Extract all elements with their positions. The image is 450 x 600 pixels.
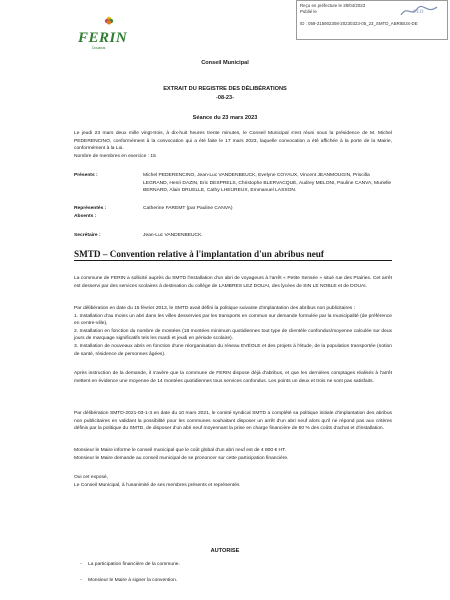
- secretary-label: Secrétaire :: [74, 233, 101, 238]
- paragraph-policy: Par délibération en date du 15 février 2013, le SMTD avait défini la politique suivante d'implantation des abribus non publicitaires : 1. Installation d'au moins un abri dans les villes desservies par les transports en commun sur demande formulée par la municipalité (de préférence en centre-ville), 2. Installation en fonction du nombre de montées (18 montées minimum quotidiennes tout type de clientèle confondus/moyenne calculée sur deux jours de marquage significatifs tels les mardi et jeudi en période scolaire). 3. Installation de nouveaux abris en fonction d'une réorganisation du réseau EVÉOLE et des projets à l'étude, de la population transportée (notion de santé, résidence de personnes âgées).: [74, 306, 392, 357]
- authorise-heading: AUTORISE: [210, 548, 240, 554]
- paragraph-request: La commune de FERIN a sollicité auprès du SMTD l'installation d'un abri de voyageurs à l'arrêt « Petite Sensée » situé rue des Prairies. Cet arrêt est desservi par des services scolaires à destination du collège de LAMBRES LEZ DOUAI, des lycées de SIN LE NOBLE et de DOUAI.: [74, 276, 392, 289]
- paragraph-cost: Monsieur le Maire informe le conseil municipal que le coût global d'un abri neuf est de 4 800 € HT. Monsieur le Maire demande au conseil municipal de se prononcer sur cette participation financière.: [74, 448, 289, 461]
- stamp-line: ID : 059-215902308-20230323-05_23_SMTD_ABRIBUS-DE: [300, 21, 418, 26]
- paragraph-deliberation: Par délibération SMTD-2021-03-1-3 en date du 10 mars 2021, le comité syndical SMTD a complété sa politique initiale d'implantation des abribus non publicitaires en validant la possibilité pour les communes souhaitant disposer un arrêt d'un abri neuf alors qu'il ne répond pas aux critères définis par la politique du SMTD, de disposer d'un abri neuf moyennant la prise en charge financière de 50 % des coûts d'achat et d'installation.: [74, 411, 392, 432]
- represented-list: Catherine FAREMT (par Pauline CANVA): [143, 206, 233, 211]
- council-title: Conseil Municipal: [201, 60, 249, 66]
- paragraph-instruction: Après instruction de la demande, il s'avère que la commune de FERIN dispose déjà d'abribus, et que les dernières comptages réalisés à l'arrêt mettent en évidence une moyenne de 14 montées quotidiennes tous services confondus. Les points un deux et trois ne sont pas satisfaits.: [74, 371, 392, 384]
- decision-item: - La participation financière de la commune.: [88, 562, 180, 567]
- stamp-line: Reçu en préfecture le 28/04/2023: [300, 3, 366, 8]
- decision-item: - Monsieur le Maire à signer la convention.: [88, 578, 177, 583]
- stamp-signature-label: S²LO: [413, 10, 424, 15]
- presents-label: Présents :: [74, 173, 98, 178]
- logo-subtitle: Douaisis: [92, 46, 106, 50]
- deliberation-number: -08-23-: [215, 95, 235, 101]
- prefecture-stamp: [296, 0, 448, 40]
- subject-title: SMTD – Convention relative à l'implantation d'un abribus neuf: [74, 249, 392, 261]
- intro-paragraph: Le jeudi 23 mars deux mille vingt-trois, à dix-huit heures trente minutes, le Conseil Municipal s'est réuni sous la présidence de M. Michel PEDERENCINO, conformément à la convocation qui a été faite le 17 mars 2023, laquelle convocation a été affichée à la porte de la Mairie, conformément à la Loi.: [74, 131, 392, 152]
- paragraph-vote: Oui cet exposé, Le Conseil Municipal, à l'unanimité de ses membres présents et représentés: [74, 475, 240, 488]
- presents-list: Michel PEDERENCINO, Jean-Luc VANDENBEUCK, Evelyne COYAUX, Vincent JEANMOUGIN, Priscilla LEGRAND, Henri DAZIN, Eric DESPRELS, Christophe BLERVACQUE, Audrey MELONI, Pauline CANVA, Murielle BERNARD, Alain DRUELLE, Cathy LHEUREUX, Emmanuel LASSON.: [143, 173, 392, 194]
- absent-label: Absents :: [74, 214, 97, 219]
- logo-word: FERIN: [78, 30, 128, 46]
- signature-mark: [399, 3, 439, 19]
- members-count: Nombre de membres en exercice : 15: [74, 154, 156, 159]
- stamp-line: Publié le: [300, 9, 317, 14]
- represented-label: Représentés :: [74, 206, 107, 211]
- ferin-logo: [78, 12, 130, 52]
- session-date: Séance du 23 mars 2023: [192, 115, 258, 121]
- flower-icon: [104, 16, 114, 26]
- extract-title: EXTRAIT DU REGISTRE DES DÉLIBÉRATIONS: [163, 86, 287, 92]
- secretary-name: Jean-Luc VANDENBEUCK.: [143, 233, 203, 238]
